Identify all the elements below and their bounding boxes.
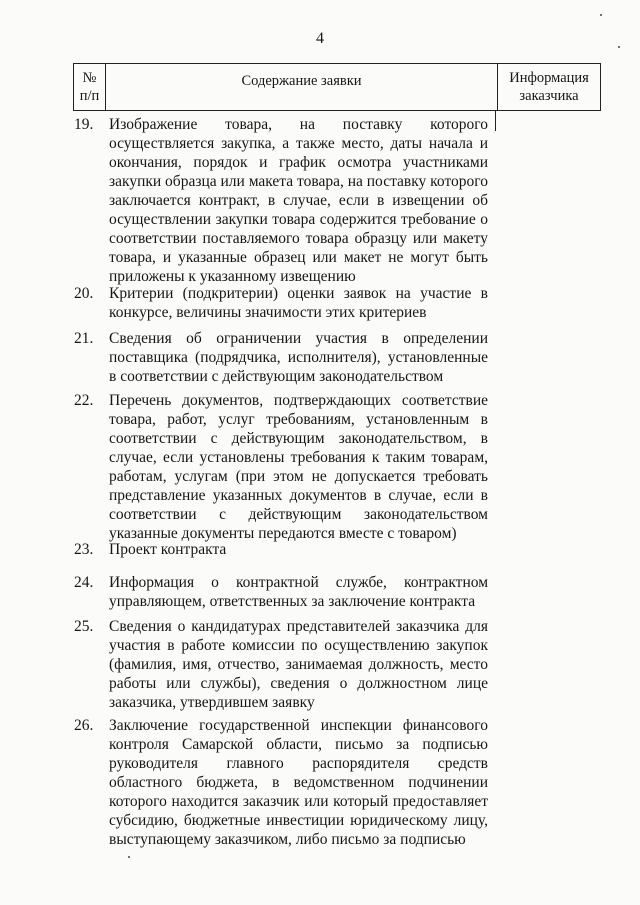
item-text: Перечень документов, подтверждающих соответствие товара, работ, услуг требованиям, установленным в соответствии с действующим законодательством, в случае, если установлены требования к таким товарам, работам, услугам (при этом не допускается требовать представление указанных документов в случае, если в соответствии с действующим законодательством указанные документы передаются вместе с товаром) bbox=[109, 392, 488, 542]
header-info-label: Информация заказчика bbox=[509, 70, 589, 104]
scan-speck bbox=[618, 46, 620, 48]
page-number: 4 bbox=[316, 30, 324, 47]
scan-speck bbox=[128, 856, 130, 858]
item-text: Критерии (подкритерии) оценки заявок на участие в конкурсе, величины значимости этих критериев bbox=[109, 285, 488, 321]
table-header bbox=[73, 63, 601, 111]
scan-speck bbox=[600, 14, 602, 16]
header-content-cell bbox=[105, 64, 497, 111]
item-number: 19. bbox=[74, 116, 94, 133]
item-number: 23. bbox=[74, 541, 94, 558]
item-number: 25. bbox=[74, 618, 94, 635]
item-number: 26. bbox=[74, 717, 94, 734]
item-number: 20. bbox=[74, 285, 94, 302]
item-number: 22. bbox=[74, 392, 94, 409]
item-number: 21. bbox=[74, 330, 94, 347]
item-text: Сведения о кандидатурах представителей заказчика для участия в работе комиссии по осуществлению закупок (фамилия, имя, отчество, занимаемая должность, место работы или службы), сведения о должностном лице заказчика, утвердившем заявку bbox=[109, 618, 488, 711]
table-column-divider bbox=[495, 111, 496, 131]
item-text: Сведения об ограничении участия в определении поставщика (подрядчика, исполнителя), установленные в соответствии с действующим законодательством bbox=[109, 330, 488, 385]
item-text: Изображение товара, на поставку которого осуществляется закупка, а также место, даты начала и окончания, порядок и график осмотра участниками закупки образца или макета товара, на поставку которого заключается контракт, в случае, если в извещении об осуществлении закупки товара содержится требование о соответствии поставляемого товара образцу или макету товара, и указанные образец или макет не могут быть приложены к указанному извещению bbox=[109, 116, 489, 285]
header-num-label: № п/п bbox=[79, 70, 100, 104]
item-text: Проект контракта bbox=[109, 541, 227, 558]
item-number: 24. bbox=[74, 574, 94, 591]
item-text: Заключение государственной инспекции финансового контроля Самарской области, письмо за подписью руководителя главного распорядителя средств областного бюджета, в ведомственном подчинении которого находится заказчик или который предоставляет субсидию, бюджетные инвестиции юридическому лицу, выступающему заказчиком, либо письмо за подписью bbox=[109, 717, 488, 848]
header-content-label: Содержание заявки bbox=[241, 73, 362, 89]
header-info-cell bbox=[498, 64, 601, 111]
item-text: Информация о контрактной службе, контрактном управляющем, ответственных за заключение контракта bbox=[109, 574, 488, 610]
header-num-cell bbox=[74, 64, 106, 111]
